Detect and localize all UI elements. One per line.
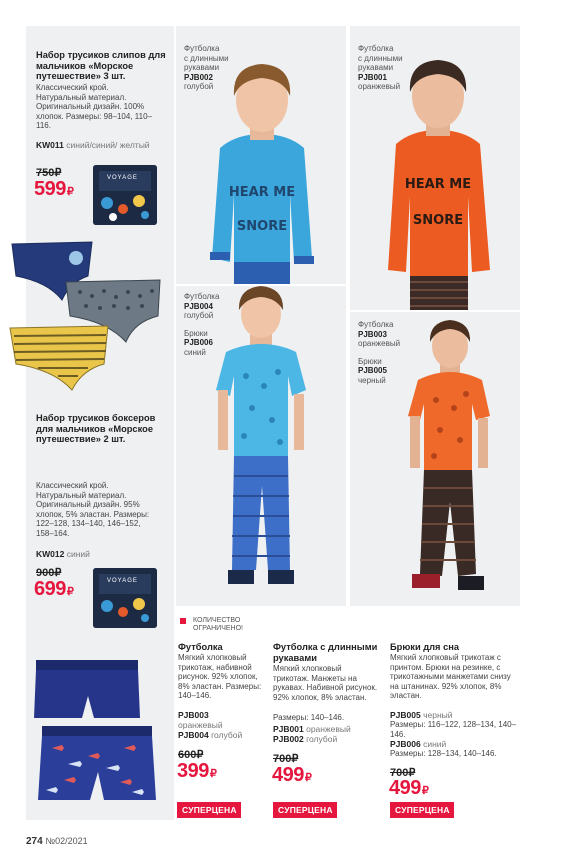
tag-blue-shortsleeve [184,292,274,357]
boxers-package-image [93,568,157,628]
pants-code2: PJB006 [390,739,421,750]
tshirt-code1: PJB003 [178,710,209,720]
pants-currency: ₽ [421,785,429,797]
orange-shirt-print-line1: HEAR ME [404,177,472,192]
tshirt-price [177,760,216,783]
tag-orange-long-color: оранжевый [358,82,401,91]
limited-line2: ОГРАНИЧЕНО! [193,625,243,632]
tshirt-title: Футболка [178,642,223,652]
pants-color2: синий [423,739,447,750]
longsleeve-color2: голубой [306,734,338,744]
tag-orange-short-color: оранжевый [358,339,401,348]
boxers-old-price: 900₽ [36,567,62,579]
longsleeve-code2: PJB002 [273,734,304,744]
blue-shirt-print-line1: HEAR ME [228,185,296,200]
longsleeve-code1: PJB001 [273,724,304,734]
tshirt-price-value: 399 [177,760,209,782]
tag-orange-short-l2: Брюки [358,356,382,366]
tshirt-superprice-badge: СУПЕРЦЕНА [177,802,241,818]
briefs-code-line [36,140,162,150]
tag-blue-short-code: PJB004 [184,301,213,311]
pants-price [389,777,428,800]
boxers-price [34,578,73,601]
longsleeve-currency: ₽ [304,772,312,784]
orange-shirt-print-line2: SNORE [412,213,464,228]
pants-sizes2: Размеры: 128–134, 140–146. [390,749,497,759]
pants-codes [390,710,520,759]
briefs-title: Набор трусиков слипов для мальчиков «Морское путешествие» 3 шт. [36,50,166,81]
longsleeve-sizes: Размеры: 140–146. [273,713,345,722]
longsleeve-price [272,764,311,787]
tag-blue-long-code: PJB002 [184,72,213,82]
longsleeve-price-value: 499 [272,764,304,786]
tshirt-codes [178,710,270,740]
boxers-code: KW012 [36,549,65,559]
boxers-package-art [93,568,157,628]
boxers-title: Набор трусиков боксеров для мальчиков «Морское путешествие» 2 шт. [36,413,156,444]
tag-blue-long-l2: с длинными [184,53,229,63]
tag-blue-short-color: голубой [184,311,214,320]
pants-color1: черный [423,710,453,720]
boxers-code-line [36,549,162,559]
briefs-product-image [8,236,168,406]
tag-orange-long-l2: с длинными [358,53,403,63]
briefs-package-art [93,165,157,225]
tag-blue-short-l2: Брюки [184,328,208,338]
pants-code1: PJB005 [390,710,421,720]
tag-orange-short-l1: Футболка [358,320,394,329]
tag-orange-short-code: PJB003 [358,329,387,339]
boxers-price-value: 699 [34,578,66,600]
limited-quantity-notice [180,617,243,633]
issue-number: №02/2021 [45,836,88,846]
tag-orange-short-color2: черный [358,375,386,385]
tag-orange-long-l1: Футболка [358,44,394,53]
boxers-package-label: VOYAGE [107,578,138,584]
briefs-description: Классический крой. Натуральный материал. Оригинальный дизайн. 100% хлопок. Размеры: 98–104, 110–116. [36,83,152,131]
tag-orange-long-code: PJB001 [358,72,387,82]
tag-blue-short-code2: PJB006 [184,338,213,347]
page-footer [26,836,88,847]
briefs-currency: ₽ [66,186,74,198]
longsleeve-superprice-badge: СУПЕРЦЕНА [273,802,337,818]
briefs-price [34,178,73,201]
tshirt-description: Мягкий хлопковый трикотаж, набивной рисунок. 92% хлопок, 8% эластан. Размеры: 140–146. [178,653,262,701]
tshirt-old-price: 600₽ [178,749,204,761]
pants-price-value: 499 [389,777,421,799]
tshirt-currency: ₽ [209,768,217,780]
briefs-colors: синий/синий/ желтый [66,140,150,150]
longsleeve-color1: оранжевый [306,724,351,734]
tag-orange-short-code2: PJB005 [358,366,387,375]
page-number: 274 [26,836,43,847]
limited-line1: КОЛИЧЕСТВО [193,617,241,624]
briefs-package-image [93,165,157,225]
boxers-product-image [28,656,170,816]
briefs-code: KW011 [36,140,64,150]
tag-orange-long-l3: рукавами [358,63,394,72]
tshirt-code2: PJB004 [178,730,209,740]
boxers-description: Классический крой. Натуральный материал. Оригинальный дизайн. 95% хлопок, 5% эластан. Размеры: 122–128, 134–140, 146–152, 158–164. [36,481,150,538]
pants-superprice-badge: СУПЕРЦЕНА [390,802,454,818]
boxers-colors: синий [66,549,90,559]
briefs-price-value: 599 [34,178,66,200]
longsleeve-description: Мягкий хлопковый трикотаж. Манжеты на рукавах. Набивной рисунок. 92% хлопок, 8% эластан. [273,664,378,702]
longsleeve-title: Футболка с длинными рукавами [273,642,378,663]
tshirt-color1: оранжевый [178,720,223,730]
longsleeve-codes [273,724,385,744]
blue-shirt-print-line2: SNORE [236,219,288,234]
briefs-old-price: 750₽ [36,167,62,179]
tag-blue-short-l1: Футболка [184,292,220,301]
tag-blue-long-color: голубой [184,82,214,91]
briefs-package-label: VOYAGE [107,175,138,181]
tag-orange-shortsleeve [358,320,448,385]
tshirt-color2: голубой [211,730,243,740]
boxers-currency: ₽ [66,586,74,598]
longsleeve-old-price: 700₽ [273,753,299,765]
pants-description: Мягкий хлопковый трикотаж с принтом. Брюки на резинке, с трикотажными манжетами снизу на штанинах. 92% хлопок, 8% эластан. [390,653,511,701]
tag-blue-long-l3: рукавами [184,63,220,72]
pants-old-price: 700₽ [390,767,416,779]
tag-blue-short-color2: синий [184,347,206,357]
tag-blue-longsleeve [184,44,274,92]
pants-title: Брюки для сна [390,642,460,652]
pants-sizes1: Размеры: 116–122, 128–134, 140–146. [390,720,517,739]
limited-square-icon [180,618,186,624]
tag-orange-longsleeve [358,44,448,92]
tag-blue-long-l1: Футболка [184,44,220,53]
